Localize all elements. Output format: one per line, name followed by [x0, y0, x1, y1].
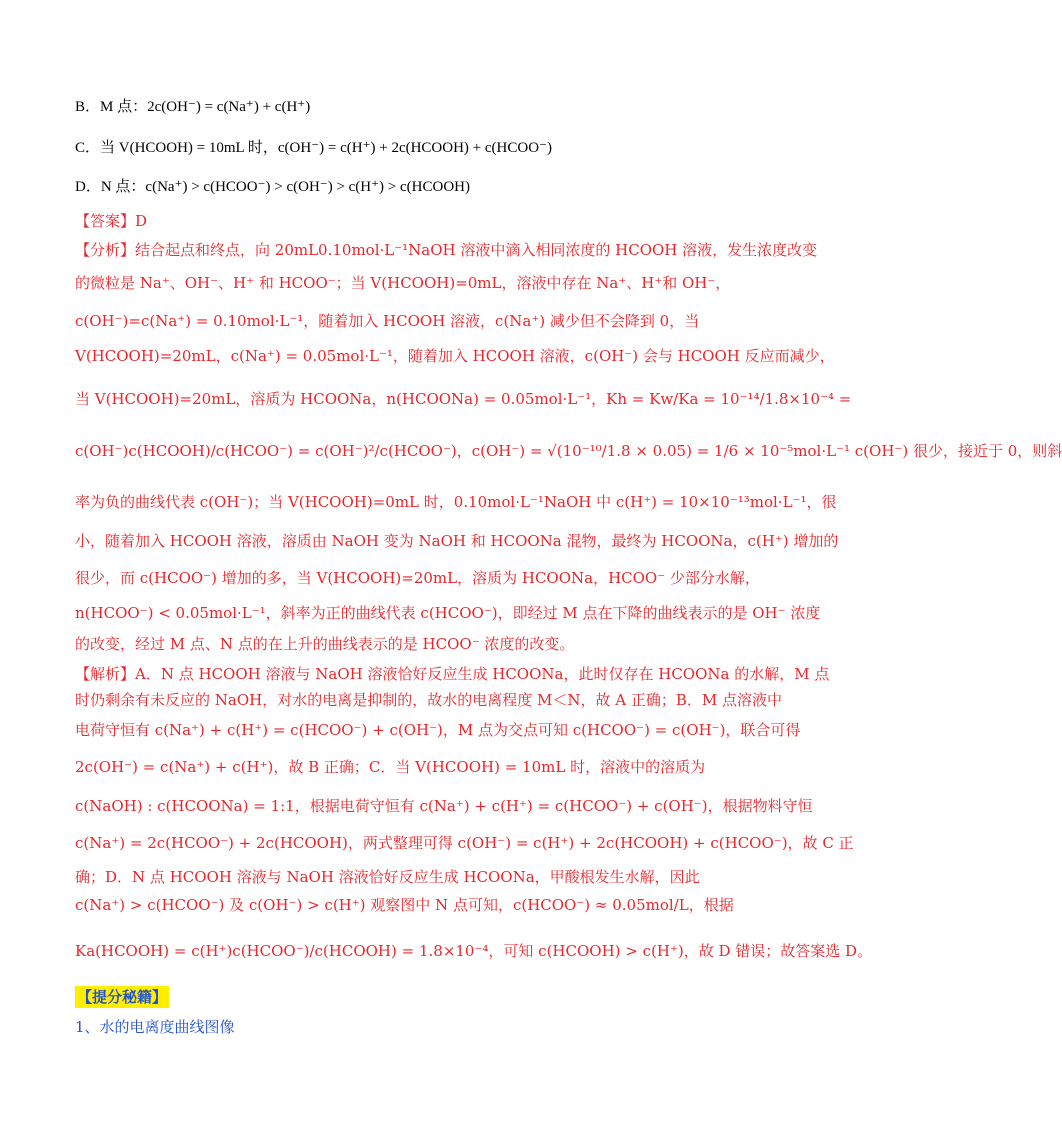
analysis-line: 小，随着加入 HCOOH 溶液，溶质由 NaOH 变为 NaOH 和 HCOONa 混物，最终为 HCOONa，c(H⁺) 增加的: [75, 532, 839, 550]
explanation-line: c(Na⁺) = 2c(HCOO⁻) + 2c(HCOOH)，两式整理可得 c(OH⁻) = c(H⁺) + 2c(HCOOH) + c(HCOO⁻)，故 C 正: [75, 834, 854, 852]
analysis-line: 【分析】结合起点和终点，向 20mL0.10mol·L⁻¹NaOH 溶液中滴入相同浓度的 HCOOH 溶液，发生浓度改变: [75, 241, 818, 259]
analysis-line: c(OH⁻)=c(Na⁺) = 0.10mol·L⁻¹，随着加入 HCOOH 溶液，c(Na⁺) 减少但不会降到 0，当: [75, 312, 700, 330]
option-b: B．M 点：2c(OH⁻) = c(Na⁺) + c(H⁺): [75, 99, 311, 115]
tips-heading-row: [75, 986, 735, 1008]
explanation-line: 电荷守恒有 c(Na⁺) + c(H⁺) = c(HCOO⁻) + c(OH⁻)，M 点为交点可知 c(HCOO⁻) = c(OH⁻)，联合可得: [75, 721, 801, 739]
explanation-line: c(Na⁺) > c(HCOO⁻) 及 c(OH⁻) > c(H⁺) 观察图中 N 点可知，c(HCOO⁻) ≈ 0.05mol/L，根据: [75, 896, 734, 914]
explanation-line: 2c(OH⁻) = c(Na⁺) + c(H⁺)，故 B 正确；C．当 V(HCOOH) = 10mL 时，溶液中的溶质为: [75, 758, 706, 776]
explanation-line: Ka(HCOOH) = c(H⁺)c(HCOO⁻)/c(HCOOH) = 1.8×10⁻⁴，可知 c(HCOOH) > c(H⁺)，故 D 错误；故答案选 D。: [75, 942, 873, 960]
tips-item: 1、水的电离度曲线图像: [75, 1018, 235, 1036]
analysis-line: c(OH⁻)c(HCOOH)/c(HCOO⁻) = c(OH⁻)²/c(HCOO⁻)，c(OH⁻) = √(10⁻¹⁰/1.8 × 0.05) = 1/6 × 10⁻⁵mol·L⁻¹ c(OH⁻) 很少，接近于 0，则斜: [75, 442, 1062, 460]
tips-heading: 【提分秘籍】: [77, 988, 168, 1006]
analysis-line: 当 V(HCOOH)=20mL，溶质为 HCOONa，n(HCOONa) = 0.05mol·L⁻¹，Kh = Kw/Ka = 10⁻¹⁴/1.8×10⁻⁴ =: [75, 390, 852, 408]
analysis-line: 率为负的曲线代表 c(OH⁻)；当 V(HCOOH)=0mL 时，0.10mol·L⁻¹NaOH 中 c(H⁺) = 10×10⁻¹³mol·L⁻¹，很: [75, 493, 837, 511]
analysis-line: 的微粒是 Na⁺、OH⁻、H⁺ 和 HCOO⁻；当 V(HCOOH)=0mL，溶液中存在 Na⁺、H⁺和 OH⁻，: [75, 274, 731, 292]
analysis-line: 很少，而 c(HCOO⁻) 增加的多，当 V(HCOOH)=20mL，溶质为 HCOONa，HCOO⁻ 少部分水解，: [75, 569, 760, 587]
explanation-line: 【解析】A．N 点 HCOOH 溶液与 NaOH 溶液恰好反应生成 HCOONa，此时仅存在 HCOONa 的水解，M 点: [75, 665, 830, 683]
option-c: C．当 V(HCOOH) = 10mL 时，c(OH⁻) = c(H⁺) + 2c(HCOOH) + c(HCOO⁻): [75, 140, 552, 156]
explanation-line: 确；D．N 点 HCOOH 溶液与 NaOH 溶液恰好反应生成 HCOONa，甲酸根发生水解，因此: [75, 868, 700, 886]
explanation-line: c(NaOH) : c(HCOONa) = 1:1，根据电荷守恒有 c(Na⁺) + c(H⁺) = c(HCOO⁻) + c(OH⁻)，根据物料守恒: [75, 797, 813, 815]
option-d: D．N 点：c(Na⁺) > c(HCOO⁻) > c(OH⁻) > c(H⁺) > c(HCOOH): [75, 179, 470, 195]
analysis-line: n(HCOO⁻) < 0.05mol·L⁻¹，斜率为正的曲线代表 c(HCOO⁻)，即经过 M 点在下降的曲线表示的是 OH⁻ 浓度: [75, 604, 821, 622]
explanation-line: 时仍剩余有未反应的 NaOH，对水的电离是抑制的，故水的电离程度 M＜N，故 A 正确；B．M 点溶液中: [75, 691, 782, 709]
answer-line: 【答案】D: [75, 212, 148, 230]
analysis-line: V(HCOOH)=20mL，c(Na⁺) = 0.05mol·L⁻¹，随着加入 HCOOH 溶液，c(OH⁻) 会与 HCOOH 反应而减少，: [75, 347, 835, 365]
analysis-line: 的改变，经过 M 点、N 点的在上升的曲线表示的是 HCOO⁻ 浓度的改变。: [75, 635, 575, 653]
